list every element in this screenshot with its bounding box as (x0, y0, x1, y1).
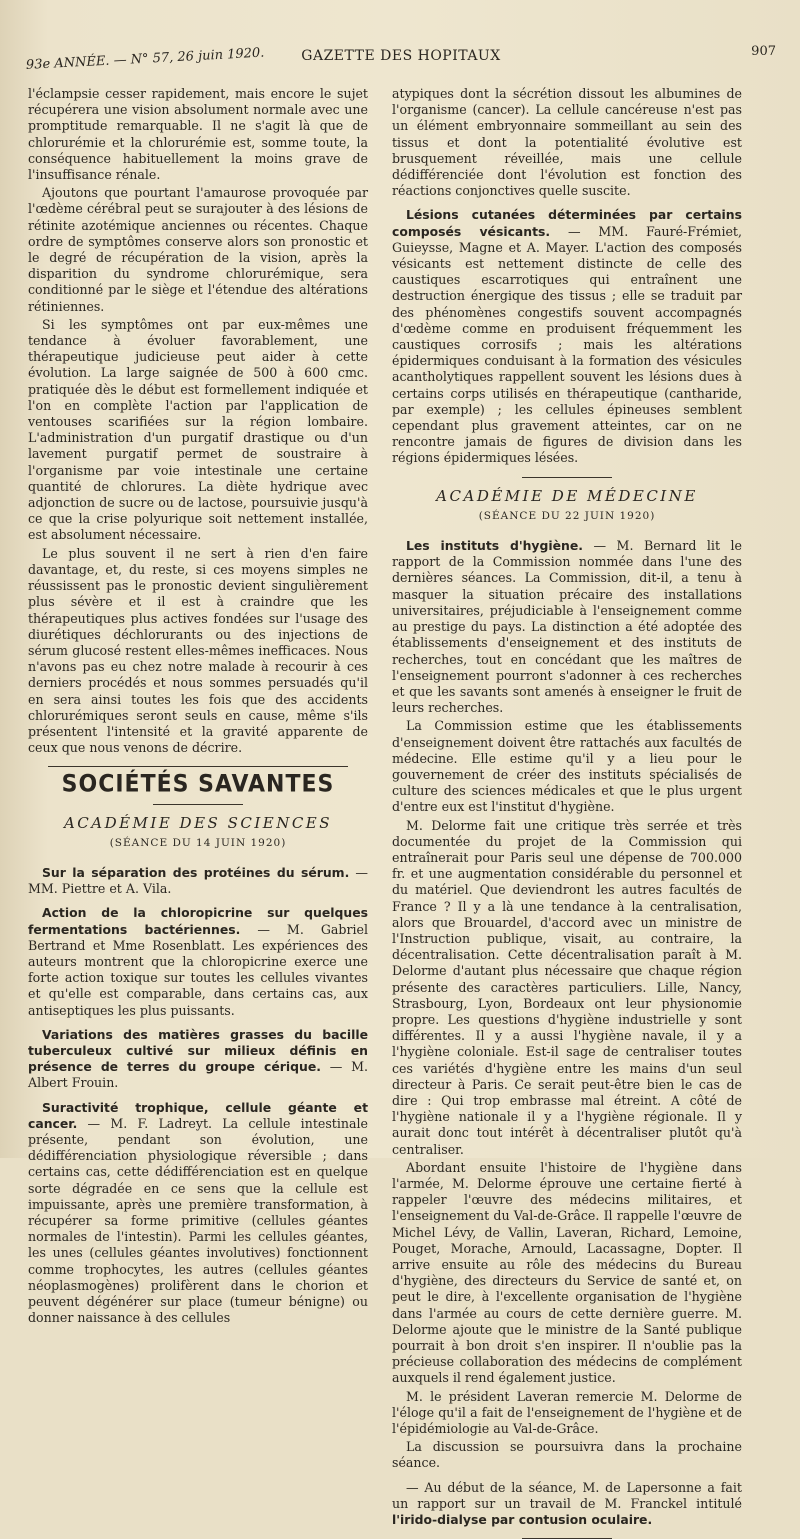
session-date: (SÉANCE DU 14 JUIN 1920) (109, 836, 287, 849)
paragraph: M. le président Laveran remercie M. Delorme de l'éloge qu'il a fait de l'enseignement de l'hygiène et de l'épidémiologie au Val-de-Grâce. (392, 1388, 742, 1437)
paper-title: l'irido-dialyse par contusion oculaire. (392, 1512, 653, 1528)
communication-text: — M. Albert Frouin. (28, 1059, 368, 1091)
academy-heading: ACADÉMIE DE MÉDECINE (436, 486, 698, 505)
paragraph: Si les symptômes ont par eux-mêmes une tendance à évoluer favorablement, une thérapeutique judicieuse peut aider à cette évolution. La large saignée de 500 à 600 cmc. pratiquée dès le début est formellement indiquée et l'on en complète l'action par l'application de ventouses scarifiées sur la région lombaire. L'administration d'un purgatif drastique ou d'un lavement purgatif permet de soustraire à l'organisme par voie intestinale une certaine quantité de chlorures. La diète hydrique avec adjonction de sucre ou de lactose, poursuivie jusqu'à ce que la crise polyurique soit nettement installée, est absolument nécessaire. (28, 316, 368, 543)
communication-text: — M. Bernard lit le rapport de la Commission nommée dans l'une des dernières séances. La Commission, dit-il, a tenu à masquer la situation précaire des installations universitaires, préjudiciable à l'enseignement comme au prestige du pays. La distinction a été adoptée des établissements d'enseignement et des instituts de recherches, tout en concédant que les maîtres de l'enseignement pourront s'adonner à ces recherches et que les savants sont amenés à enseigner le fruit de leurs recherches. (392, 538, 742, 716)
communication-title: Action de la chloropicrine sur quelques fermentations bactériennes. (28, 905, 368, 937)
academy-heading: ACADÉMIE DES SCIENCES (63, 813, 333, 832)
issue-info: 93e ANNÉE. — N° 57, 26 juin 1920. (25, 45, 265, 73)
paragraph: La discussion se poursuivra dans la prochaine séance. (392, 1439, 742, 1471)
communication-title: Sur la séparation des protéines du sérum. (42, 864, 350, 880)
session-date: (SÉANCE DU 22 JUIN 1920) (478, 509, 656, 522)
communication-text: — M. Gabriel Bertrand et Mme Rosenblatt. Les expériences des auteurs montrent que la chloropicrine exerce une forte action toxique sur toutes les cellules vivantes et qu'elle est comparable, dans certains cas, aux antiseptiques les plus puissants. (28, 921, 369, 1018)
section-divider (153, 804, 243, 805)
page-number: 907 (751, 44, 776, 59)
paragraph: La Commission estime que les établissements d'enseignement doivent être rattachés aux facultés de médecine. Elle estime qu'il y a lieu pour le gouvernement de créer des instituts spécialisés de culture des sciences médicales et que le plus urgent d'entre eux est l'institut d'hygiène. (392, 718, 742, 815)
communication (392, 207, 742, 466)
paragraph: l'éclampsie cesser rapidement, mais encore le sujet récupérera une vision absolument normale avec une promptitude remarquable. Il ne s'agit là que de chlorurémie et la chlorurémie est, somme toute, la conséquence habituellement la moins grave de l'insuffisance rénale. (28, 86, 368, 183)
section-banner: SOCIÉTÉS SAVANTES (61, 771, 335, 799)
paragraph: M. Delorme fait une critique très serrée et très documentée du projet de la Commission qui entraînerait pour Paris seul une dépense de 700.000 fr. et une augmentation considérable du personnel et du matériel. Que deviendront les autres facultés de France ? Il y a là une tendance à la centralisation, alors que Brouardel, d'accord avec un ministre de l'Instruction publique, visait, au contraire, la décentralisation. Cette décentralisation paraît à M. Delorme d'autant plus nécessaire que chaque région présente des caractères particuliers. Lille, Nancy, Strasbourg, Lyon, Bordeaux ont leur physionomie propre. Les questions d'hygiène industrielle y sont différentes. Il y a aussi l'hygiène navale, il y a l'hygiène coloniale. Est-il sage de centraliser toutes ces variétés d'hygiène entre les mains d'un seul directeur à Paris. Ce serait peut-être bien le cas de dire : Qui trop embrasse mal étreint. A côté de l'hygiène nationale il y a l'hygiène régionale. Il y aurait donc tout intérêt à décentraliser plutôt qu'à centraliser. (392, 817, 742, 1157)
communication-title: Lésions cutanées déterminées par certains composés vésicants. (392, 207, 742, 239)
section-divider (522, 477, 612, 478)
right-column (392, 86, 742, 1528)
communication-text: — MM. Piettre et A. Vila. (28, 864, 368, 897)
communication-text: — M. F. Ladreyt. La cellule intestinale présente, pendant son évolution, une dédifférenciation physiologique réversible ; dans certains cas, cette dédifférenciation est en quelque sorte dégradée en ce sens que la cellule est impuissante, après une première transformation, à récupérer sa forme primitive (cellules géantes normales de l'intestin). Parmi les cellules géantes, les unes (cellules géantes involutives) fonctionnent comme trophocytes, les autres (cellules géantes néoplasmogènes) prolifèrent dans le chorion et peuvent dégénérer sur place (tumeur bénigne) ou donner naissance à des cellules (28, 1115, 368, 1326)
communication (392, 538, 742, 716)
section-divider (48, 766, 348, 767)
paragraph: Abordant ensuite l'histoire de l'hygiène dans l'armée, M. Delorme éprouve une certaine fierté à rappeler l'œuvre des médecins militaires, et l'enseignement du Val-de-Grâce. Il rappelle l'œuvre de Michel Lévy, de Vallin, Laveran, Richard, Lemoine, Pouget, Morache, Arnould, Lacassagne, Dopter. Il arrive ensuite au rôle des médecins du Bureau d'hygiène, des directeurs du Service de santé et, on peut le dire, à l'excellente organisation de l'hygiène dans l'armée au cours de cette dernière guerre. M. Delorme ajoute que le ministre de la Santé publique pourrait à bon droit s'en inspirer. Il n'oublie pas la précieuse collaboration des médecins de complément auxquels il rend également justice. (392, 1159, 742, 1386)
communication (28, 1100, 368, 1327)
communication (28, 905, 368, 1018)
paragraph: atypiques dont la sécrétion dissout les albumines de l'organisme (cancer). La cellule cancéreuse n'est pas un élément embryonnaire sommeillant au sein des tissus et dont la potentialité évolutive est brusquement réveillée, mais une cellule dédifférenciée dont l'évolution est fonction des réactions conjonctives quelle suscite. (392, 86, 742, 199)
communication (28, 1027, 368, 1092)
page-header (26, 44, 776, 78)
paragraph (392, 1480, 742, 1529)
paragraph: Ajoutons que pourtant l'amaurose provoquée par l'œdème cérébral peut se surajouter à des lésions de rétinite azotémique anciennes ou récentes. Chaque ordre de symptômes conserve alors son pronostic et le degré de récupération de la vision, après la disparition du syndrome chlorurémique, sera conditionné par le siège et l'étendue des altérations rétiniennes. (28, 185, 368, 314)
communication-title: Les instituts d'hygiène. (406, 538, 583, 554)
communication-title: Suractivité trophique, cellule géante et cancer. (28, 1099, 368, 1131)
communication (28, 865, 368, 897)
communication-title: Variations des matières grasses du bacille tuberculeux cultivé sur milieux définis en présence de terres du groupe cérique. (28, 1026, 368, 1075)
journal-title: GAZETTE DES HOPITAUX (301, 48, 501, 64)
paragraph: Le plus souvent il ne sert à rien d'en faire davantage, et, du reste, si ces moyens simples ne réussissent pas le pronostic devient singulièrement plus sévère et il est à craindre que les thérapeutiques plus actives fondées sur l'usage des diurétiques déchlorurants ou des injections de sérum glucosé restent elles-mêmes inefficaces. Nous n'avons pas eu chez notre malade à recourir à ces derniers procédés et nous sommes persuadés qu'il en sera ainsi toutes les fois que des accidents chlorurémiques seront seuls en cause, même s'ils présentent l'intensité et la gravité apparente de ceux que nous venons de décrire. (28, 545, 368, 756)
paragraph-text: — Au début de la séance, M. de Lapersonne a fait un rapport sur un travail de M. Franckel intitulé (392, 1479, 742, 1511)
communication-text: — MM. Fauré-Frémiet, Guieysse, Magne et A. Mayer. L'action des composés vésicants est nettement distincte de celle des caustiques escarrotiques qui entraînent une destruction énergique des tissus ; elle se traduit par des phénomènes congestifs souvent accompagnés d'œdème comme en produisent fréquemment les caustiques corrosifs ; mais les altérations épidermiques conduisant à la formation des vésicules acantholytiques rappellent souvent les lésions dues à certains corps utilisés en thérapeutique (cantharide, par exemple) ; les cellules épineuses semblent cependant plus gravement atteintes, car on ne rencontre jamais de figures de division dans les régions épidermiques lésées. (392, 223, 742, 466)
left-column (28, 86, 369, 1326)
